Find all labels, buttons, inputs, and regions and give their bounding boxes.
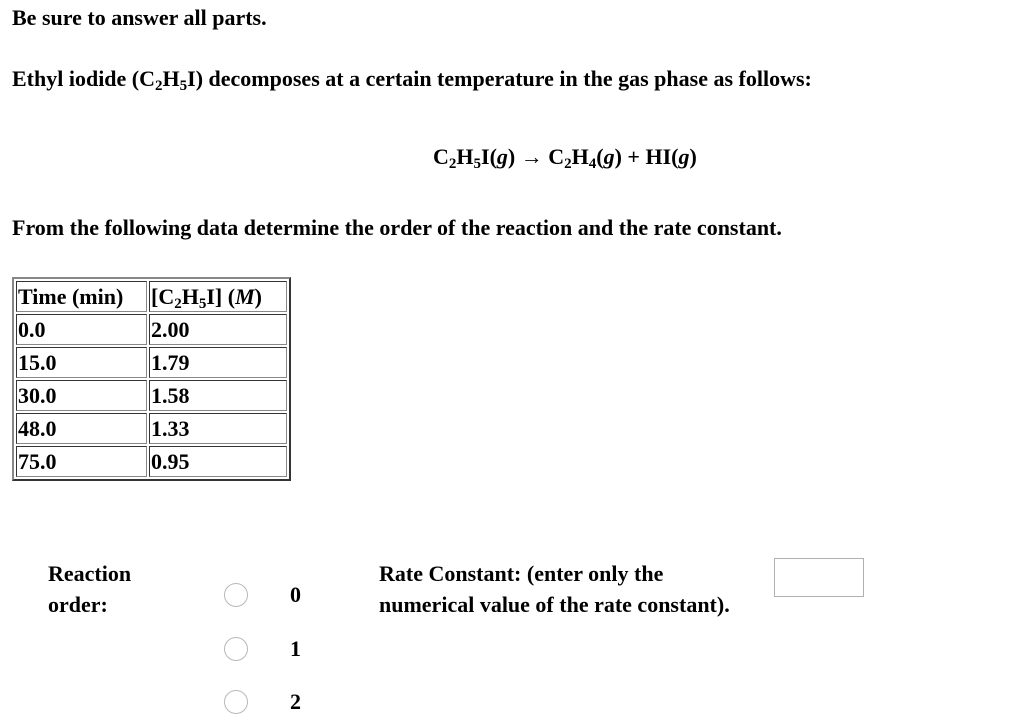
- table-row: [16, 413, 287, 444]
- order-option-2[interactable]: [224, 690, 334, 720]
- rate-constant-label: Rate Constant: (enter only the numerical value of the rate constant).: [379, 561, 730, 617]
- instruction-text: Be sure to answer all parts.: [12, 5, 267, 30]
- time-cell: 0.0: [16, 314, 147, 345]
- concentration-cell: 2.00: [149, 314, 287, 345]
- order-option-label: 2: [290, 689, 301, 714]
- table-row: [16, 380, 287, 411]
- concentration-cell: 1.33: [149, 413, 287, 444]
- order-option-label: 1: [290, 636, 301, 661]
- order-radio-0[interactable]: [224, 583, 248, 607]
- time-cell: 15.0: [16, 347, 147, 378]
- concentration-cell: 0.95: [149, 446, 287, 477]
- order-radio-2[interactable]: [224, 690, 248, 714]
- table-header-row: [16, 281, 287, 312]
- header-time: Time (min): [16, 281, 147, 312]
- reaction-order-label: Reaction order:: [48, 561, 132, 617]
- order-option-0[interactable]: [224, 583, 334, 613]
- header-concentration: $[C_2H_5I]$ (M): [149, 281, 287, 312]
- order-option-label: 0: [290, 582, 301, 607]
- arrow-icon: →: [515, 144, 549, 169]
- time-cell: 48.0: [16, 413, 147, 444]
- time-cell: 30.0: [16, 380, 147, 411]
- time-cell: 75.0: [16, 446, 147, 477]
- concentration-cell: 1.79: [149, 347, 287, 378]
- table-row: [16, 347, 287, 378]
- order-option-1[interactable]: [224, 637, 334, 667]
- prompt-text: From the following data determine the order of the reaction and the rate constant.: [12, 215, 782, 240]
- table-row: [16, 446, 287, 477]
- table-row: [16, 314, 287, 345]
- data-table: [12, 277, 291, 481]
- concentration-cell: 1.58: [149, 380, 287, 411]
- question-text: Ethyl iodide $(C_2H_5I)$ decomposes at a certain temperature in the gas phase as follows:: [12, 66, 812, 94]
- reaction-equation: $C_2H_5I(g) \to C_2H_4(g) + HI(g)$: [433, 144, 697, 172]
- rate-constant-input[interactable]: [774, 558, 864, 597]
- order-radio-1[interactable]: [224, 637, 248, 661]
